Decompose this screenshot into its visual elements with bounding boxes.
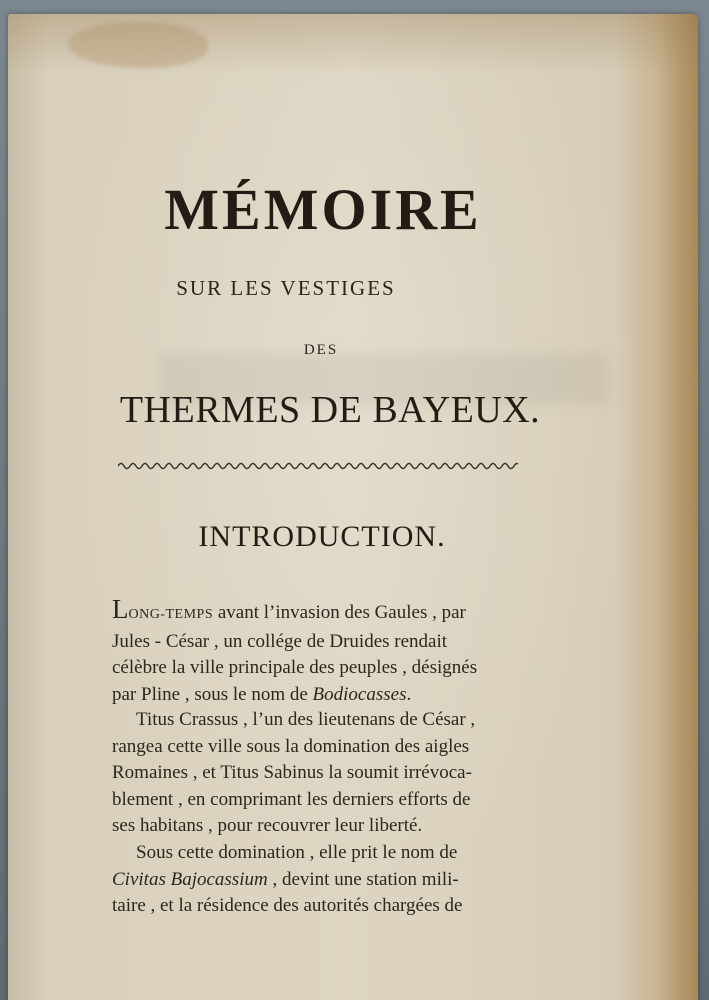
text-line — [112, 682, 518, 709]
title-main: MÉMOIRE — [164, 177, 482, 242]
title-place: THERMES DE BAYEUX. — [119, 389, 541, 431]
title-connector: DES — [303, 342, 339, 358]
paragraph-1 — [112, 596, 518, 708]
text-line: Sous cette domination , elle prit le nom de — [136, 842, 458, 863]
line-text: . — [406, 683, 412, 705]
drop-capital: L — [112, 594, 129, 624]
text-line: Titus Crassus , l’un des lieutenans de César , — [136, 709, 476, 730]
ornament-wave — [118, 464, 518, 469]
line-text: avant l’invasion des Gaules , par — [213, 602, 466, 623]
title-subtitle: SUR LES VESTIGES — [176, 276, 396, 300]
book-page — [8, 14, 698, 1000]
paragraph-2 — [112, 707, 518, 840]
page-content — [8, 14, 698, 1000]
text-line: ses habitans , pour recouvrer leur liberté. — [112, 815, 423, 836]
text-line — [112, 867, 518, 894]
text-line: Romaines , et Titus Sabinus la soumit irrévoca- — [112, 762, 472, 783]
italic-term: Bodiocasses — [312, 683, 407, 705]
line-text: , devint une station mili- — [267, 868, 459, 890]
text-line: blement , en comprimant les derniers efforts de — [112, 788, 471, 810]
text-line — [112, 596, 518, 629]
paragraph-3 — [112, 840, 518, 920]
ornamental-rule — [118, 460, 518, 472]
text-line: Jules - César , un collége de Druides rendait — [112, 630, 448, 652]
text-line: célèbre la ville principale des peuples , désignés — [112, 657, 478, 678]
text-line: rangea cette ville sous la domination des aigles — [112, 735, 470, 757]
italic-term: Civitas Bajocassium — [112, 868, 268, 890]
line-text: par Pline , sous le nom de — [112, 683, 313, 705]
small-caps-text: ONG-TEMPS — [128, 607, 214, 622]
text-line: taire , et la résidence des autorités chargées de — [112, 895, 463, 916]
section-heading: INTRODUCTION. — [198, 520, 446, 553]
